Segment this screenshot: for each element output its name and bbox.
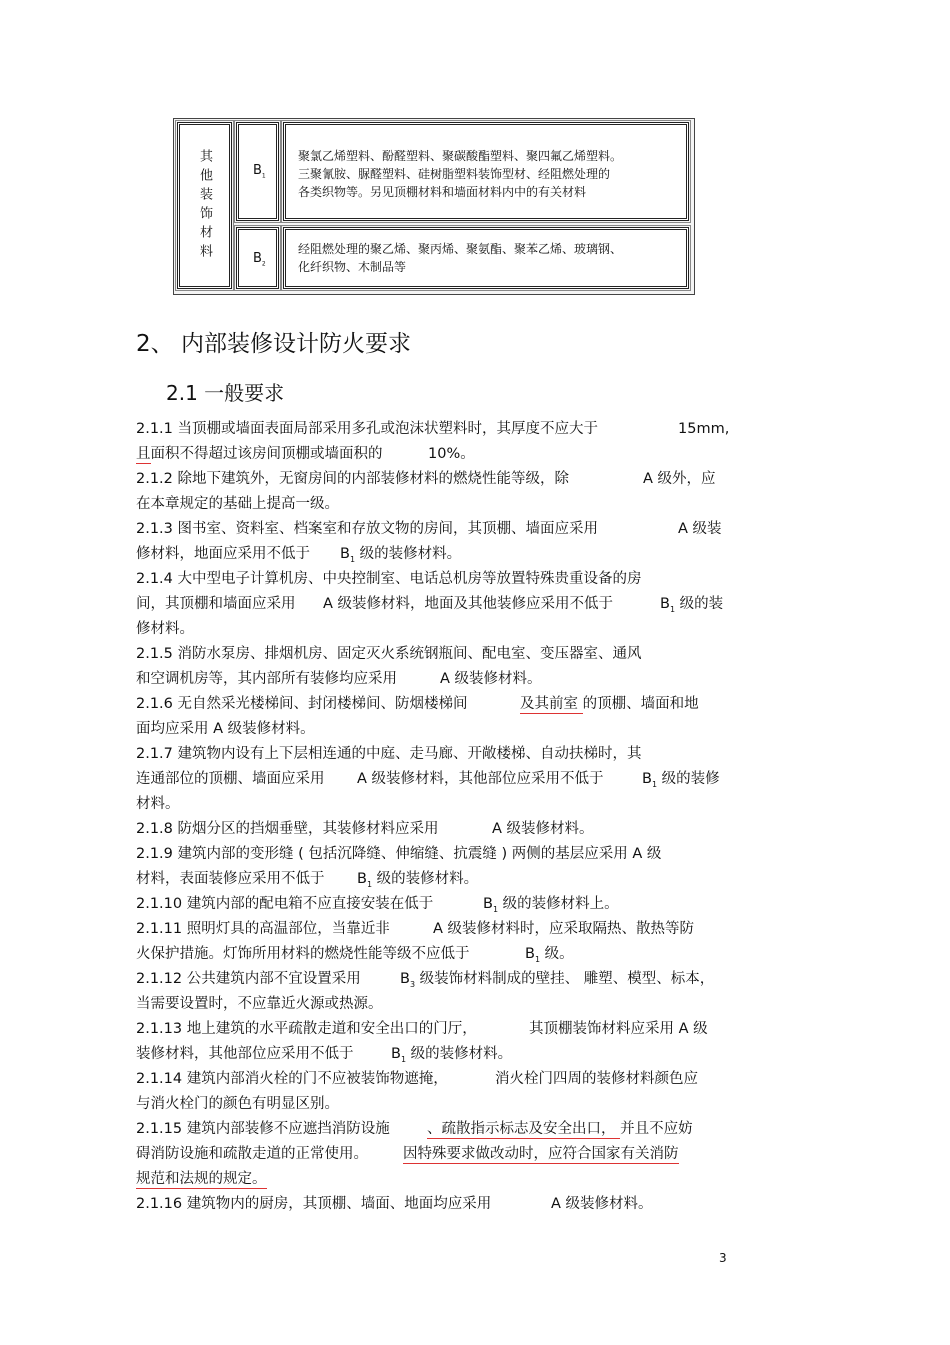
text-segment: 级的装修材料。 <box>355 546 462 562</box>
text-line <box>391 1043 512 1065</box>
text-line <box>440 668 542 690</box>
text-line <box>660 593 723 615</box>
text-segment: 修材料，地面应采用不低于 <box>136 546 310 562</box>
text-segment: 材料。 <box>136 796 180 812</box>
text-line <box>136 843 661 865</box>
text-line <box>520 693 699 715</box>
text-segment: A 级装修材料，地面及其他装修应采用不低于 <box>323 596 614 612</box>
text-line <box>136 443 383 465</box>
text-segment: 级的装修材料上。 <box>498 896 619 912</box>
category-cell <box>177 122 232 289</box>
materials-table <box>173 118 695 295</box>
grade-subscript: 3 <box>409 979 416 989</box>
text-segment: 2.1.13 地上建筑的水平疏散走道和安全出口的门厅， <box>136 1021 477 1037</box>
text-segment: 火保护措施。灯饰所用材料的燃烧性能等级不应低于 <box>136 946 470 962</box>
text-line <box>483 893 619 915</box>
grade-subscript: 1 <box>492 904 499 914</box>
text-segment: A 级装修材料。 <box>440 671 542 687</box>
text-segment: 2.1.11 照明灯具的高温部位，当靠近非 <box>136 921 390 937</box>
text-line <box>400 968 714 990</box>
grade-letter: B <box>357 871 367 887</box>
text-segment: 级的装 <box>675 596 724 612</box>
text-segment: A 级装修材料，其他部位应采用不低于 <box>357 771 604 787</box>
text-segment <box>525 946 540 962</box>
text-line <box>678 418 729 440</box>
text-segment: 2.1.9 建筑内部的变形缝 ( 包括沉降缝、伸缩缝、抗震缝 ) 两侧的基层应采用 A 级 <box>136 846 662 862</box>
text-line <box>428 443 475 465</box>
text-line <box>136 518 598 540</box>
text-line <box>136 868 325 890</box>
text-segment: 2.1.7 建筑物内设有上下层相连通的中庭、走马廊、开敞楼梯、自动扶梯时，其 <box>136 746 642 762</box>
text-line <box>678 518 722 540</box>
text-line <box>136 643 642 665</box>
grade-subscript: 1 <box>400 1054 407 1064</box>
grade-subscript: 1 <box>669 604 676 614</box>
text-line <box>323 593 613 615</box>
text-line <box>136 918 390 940</box>
text-segment: A 级装修材料。 <box>492 821 594 837</box>
text-segment: 装修材料，其他部位应采用不低于 <box>136 1046 354 1062</box>
text-segment: 碍消防设施和疏散走道的正常使用。 <box>136 1146 368 1162</box>
text-segment: 级。 <box>540 946 574 962</box>
text-segment: 15mm, <box>678 421 730 437</box>
text-segment: 2.1.6 无自然采光楼梯间、封闭楼梯间、防烟楼梯间 <box>136 696 468 712</box>
text-line <box>529 1018 708 1040</box>
text-line <box>525 943 574 965</box>
text-line <box>136 818 439 840</box>
underlined-text: 且 <box>136 446 151 462</box>
underlined-text: 因特殊要求做改动时，应符合国家有关消防 <box>403 1146 679 1162</box>
text-segment: 修材料。 <box>136 621 194 637</box>
text-segment: 2.1.15 建筑内部装修不应遮挡消防设施 <box>136 1121 390 1137</box>
text-segment: 2.1.8 防烟分区的挡烟垂壁，其装修材料应采用 <box>136 821 439 837</box>
text-segment: A 级外，应 <box>643 471 716 487</box>
grade-subscript: 1 <box>366 879 373 889</box>
text-line <box>136 993 383 1015</box>
text-segment: 10%。 <box>428 446 475 462</box>
text-line <box>642 768 720 790</box>
text-line <box>357 868 478 890</box>
underlined-text: 、疏散指示标志及安全出口， <box>427 1121 621 1137</box>
text-line <box>136 493 339 515</box>
text-segment: 2.1.14 建筑内部消火栓的门不应被装饰物遮掩， <box>136 1071 448 1087</box>
grade-subscript: 1 <box>349 554 356 564</box>
page-number: 3 <box>719 1251 727 1265</box>
description-cell-1 <box>283 122 689 221</box>
text-line <box>433 918 694 940</box>
text-segment: 与消火栓门的颜色有明显区别。 <box>136 1096 339 1112</box>
text-segment: 连通部位的顶棚、墙面应采用 <box>136 771 325 787</box>
text-segment: 级的装修材料。 <box>372 871 479 887</box>
text-line <box>136 893 433 915</box>
text-segment: 的顶棚、墙面和地 <box>582 696 699 712</box>
text-line <box>495 1068 698 1090</box>
text-line <box>136 1093 339 1115</box>
text-line <box>136 943 470 965</box>
text-line <box>136 1168 267 1190</box>
text-segment: 材料，表面装修应采用不低于 <box>136 871 325 887</box>
text-segment: 消火栓门四周的装修材料颜色应 <box>495 1071 698 1087</box>
text-segment <box>642 771 657 787</box>
text-line <box>551 1193 653 1215</box>
underlined-text: 及其前室 <box>520 696 583 712</box>
text-segment: A 级装修材料时，应采取隔热、散热等防 <box>433 921 695 937</box>
subsection-heading: 2.1 一般要求 <box>166 381 285 405</box>
text-line <box>136 718 315 740</box>
text-line <box>643 468 716 490</box>
text-line <box>136 593 296 615</box>
text-segment: 间，其顶棚和墙面应采用 <box>136 596 296 612</box>
text-segment: 2.1.1 当顶棚或墙面表面局部采用多孔或泡沫状塑料时，其厚度不应大于 <box>136 421 599 437</box>
description-text-2: 经阻燃处理的聚乙烯、聚丙烯、聚氨酯、聚苯乙烯、玻璃钢、 化纤织物、木制品等 <box>298 242 623 274</box>
text-segment <box>400 971 415 987</box>
grade-letter: B <box>660 596 670 612</box>
text-segment: 面积不得超过该房间顶棚或墙面积的 <box>150 446 383 462</box>
grade-subscript: 1 <box>534 954 541 964</box>
text-segment: 和空调机房等，其内部所有装修均应采用 <box>136 671 397 687</box>
text-segment: 2.1.3 图书室、资料室、档案室和存放文物的房间，其顶棚、墙面应采用 <box>136 521 599 537</box>
text-segment: 其顶棚装饰材料应采用 A 级 <box>529 1021 708 1037</box>
grade-label-2: $B_2$ <box>253 251 266 268</box>
section-heading: 2、 内部装修设计防火要求 <box>136 331 411 357</box>
text-segment <box>340 546 355 562</box>
description-text-1: 聚氯乙烯塑料、酚醛塑料、聚碳酸酯塑料、聚四氟乙烯塑料。 三聚氰胺、脲醛塑料、硅树脂塑料装饰型材、经阻燃处理的 各类织物等。另见顶棚材料和墙面材料内中的有关材料 <box>298 149 623 199</box>
text-line <box>136 618 194 640</box>
text-line <box>136 1118 390 1140</box>
text-line <box>340 543 461 565</box>
grade-cell-2 <box>236 227 279 289</box>
description-cell-2 <box>283 227 689 289</box>
text-segment: 2.1.4 大中型电子计算机房、中央控制室、电话总机房等放置特殊贵重设备的房 <box>136 571 642 587</box>
text-segment: 2.1.10 建筑内部的配电箱不应直接安装在低于 <box>136 896 434 912</box>
text-line <box>492 818 594 840</box>
text-segment <box>391 1046 406 1062</box>
grade-subscript: 1 <box>651 779 658 789</box>
text-segment: 2.1.5 消防水泵房、排烟机房、固定灭火系统钢瓶间、配电室、变压器室、通风 <box>136 646 642 662</box>
text-line <box>136 1043 354 1065</box>
text-segment <box>483 896 498 912</box>
text-line <box>136 1018 477 1040</box>
text-line <box>136 543 310 565</box>
text-line <box>136 1143 368 1165</box>
text-segment: A 级装修材料。 <box>551 1196 653 1212</box>
text-segment: 2.1.12 公共建筑内部不宜设置采用 <box>136 971 361 987</box>
text-line <box>427 1118 693 1140</box>
underlined-text: 规范和法规的规定。 <box>136 1171 267 1187</box>
grade-letter: B <box>391 1046 401 1062</box>
text-line <box>136 568 642 590</box>
text-line <box>136 768 325 790</box>
text-segment: 当需要设置时，不应靠近火源或热源。 <box>136 996 383 1012</box>
text-segment: 级装饰材料制成的壁挂、 雕塑、模型、标本， <box>415 971 715 987</box>
text-segment: 并且不应妨 <box>620 1121 693 1137</box>
text-segment: 2.1.2 除地下建筑外，无窗房间的内部装修材料的燃烧性能等级，除 <box>136 471 570 487</box>
grade-letter: B <box>525 946 535 962</box>
grade-letter: B <box>340 546 350 562</box>
text-segment: 级的装修材料。 <box>406 1046 513 1062</box>
text-line <box>136 693 468 715</box>
grade-letter: B <box>642 771 652 787</box>
text-segment: A 级装 <box>678 521 722 537</box>
text-segment: 2.1.16 建筑物内的厨房，其顶棚、墙面、地面均应采用 <box>136 1196 492 1212</box>
text-line <box>136 468 569 490</box>
grade-cell-1 <box>236 122 279 221</box>
text-line <box>136 743 642 765</box>
text-line <box>136 793 180 815</box>
text-segment <box>660 596 675 612</box>
grade-label-1: $B_1$ <box>253 163 266 180</box>
text-segment: 面均应采用 A 级装修材料。 <box>136 721 315 737</box>
grade-letter: B <box>483 896 493 912</box>
text-segment <box>357 871 372 887</box>
text-line <box>136 968 361 990</box>
text-line <box>136 418 598 440</box>
text-segment: 级的装修 <box>657 771 720 787</box>
text-line <box>136 668 397 690</box>
category-label: 其他装饰材料 <box>197 148 212 263</box>
text-segment: 在本章规定的基础上提高一级。 <box>136 496 339 512</box>
text-line <box>403 1143 679 1165</box>
text-line <box>136 1068 448 1090</box>
text-line <box>136 1193 491 1215</box>
text-line <box>357 768 604 790</box>
grade-letter: B <box>400 971 410 987</box>
